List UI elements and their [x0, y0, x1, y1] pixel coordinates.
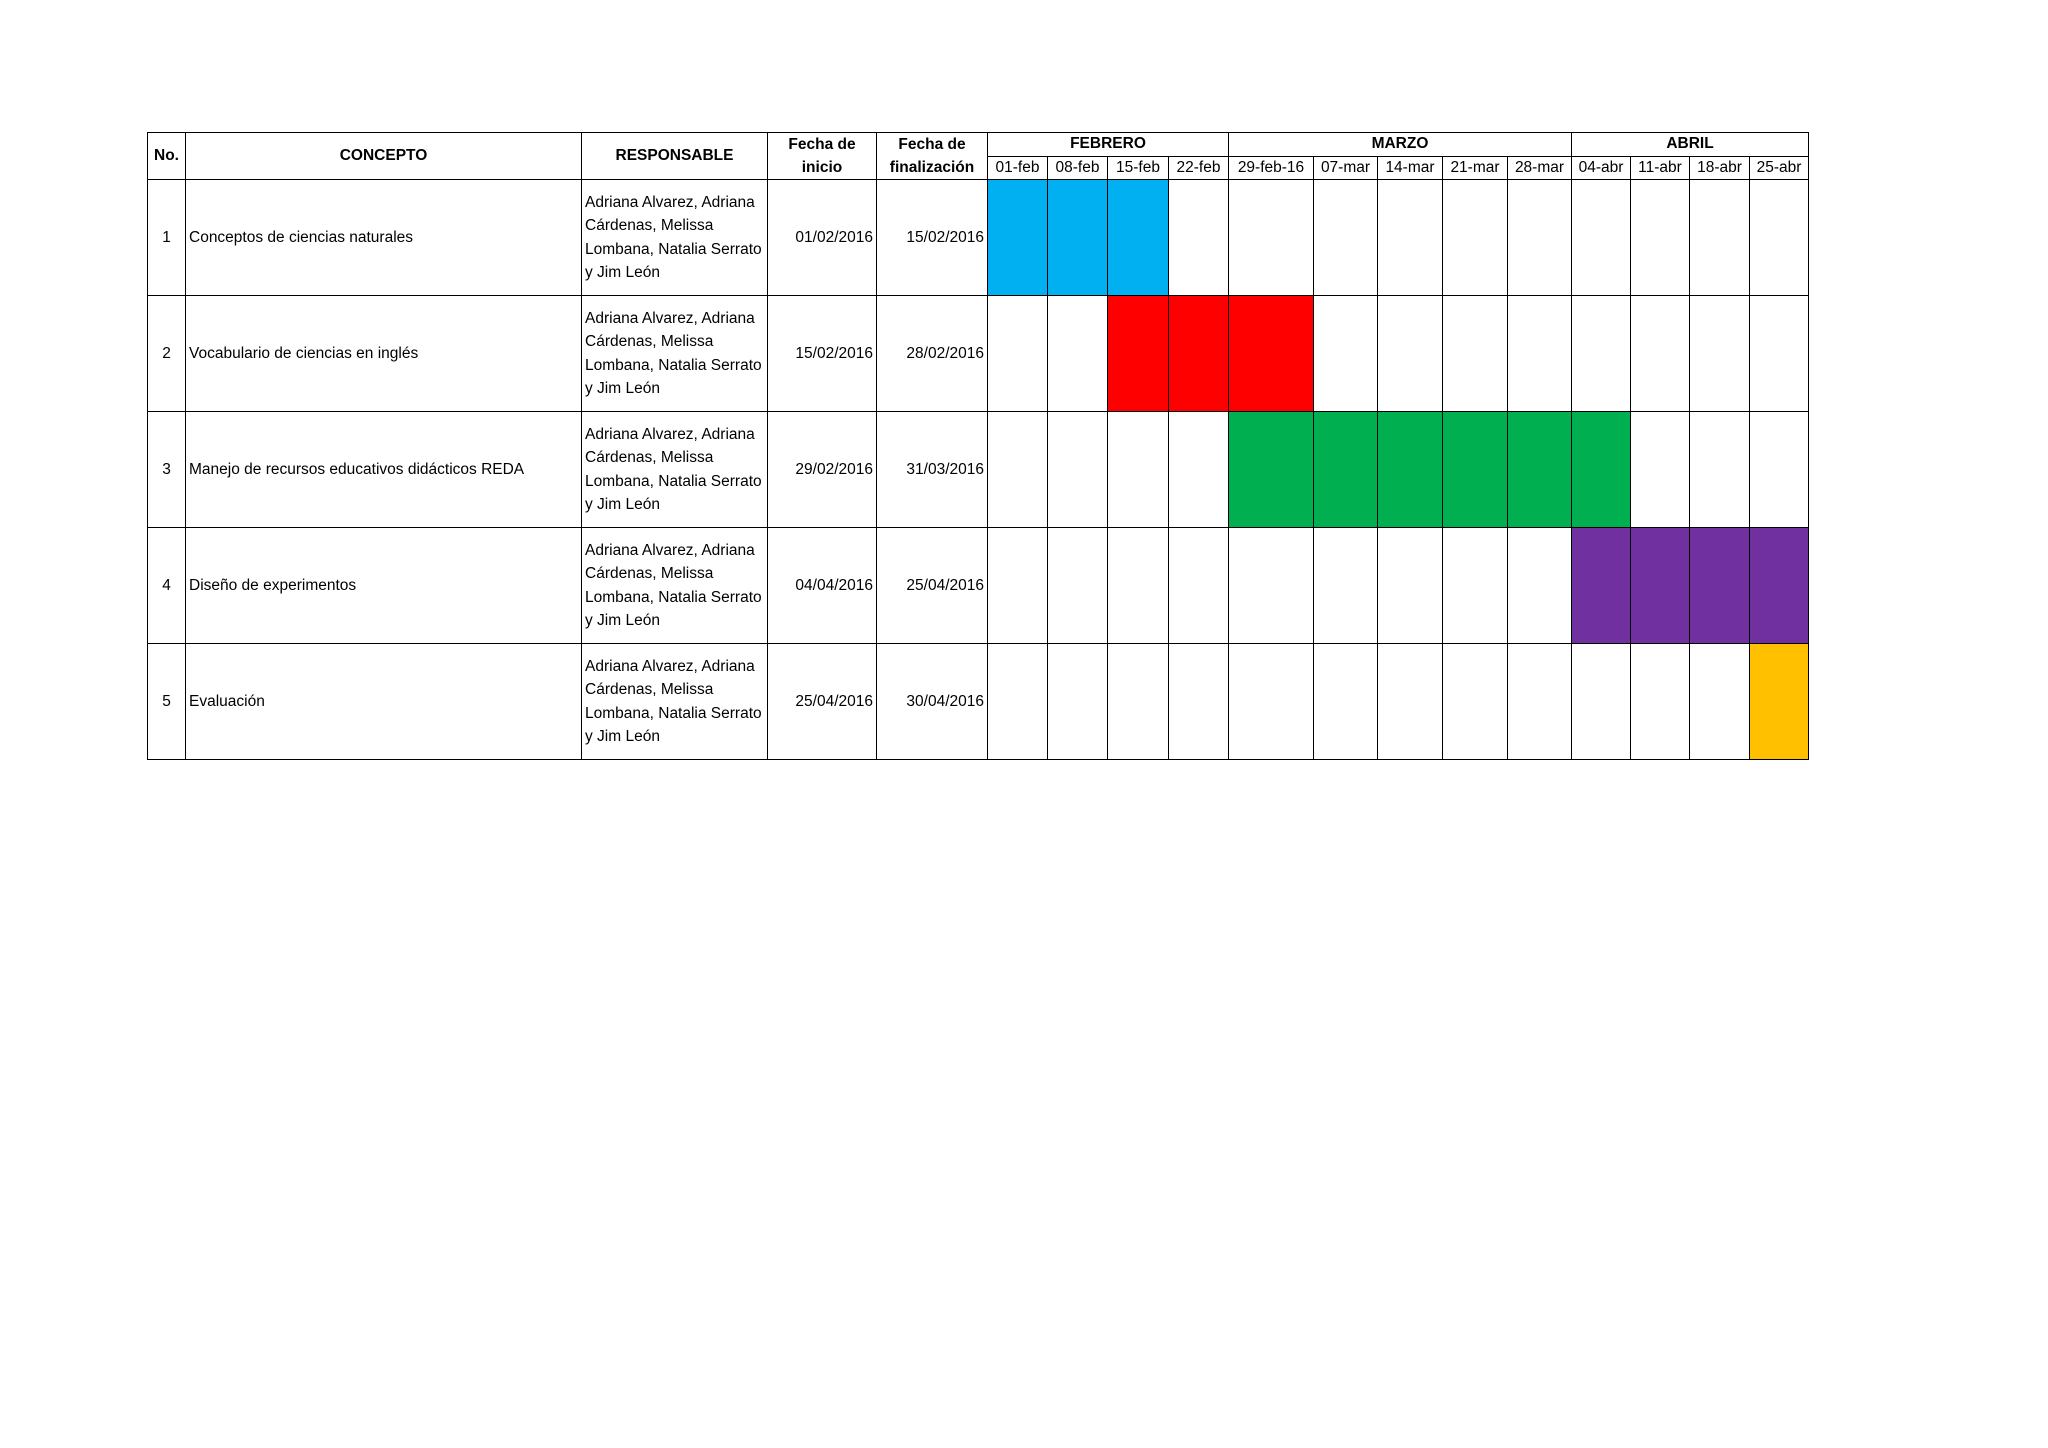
- row-fecha-fin: 15/02/2016: [877, 180, 988, 296]
- gantt-empty-cell: [988, 412, 1048, 528]
- header-responsable: RESPONSABLE: [582, 133, 768, 180]
- header-month-abril: ABRIL: [1572, 133, 1809, 157]
- table-row: [148, 180, 1809, 296]
- week-header: 08-feb: [1048, 156, 1108, 180]
- row-responsable: Adriana Alvarez, Adriana Cárdenas, Melissa Lombana, Natalia Serrato y Jim León: [582, 412, 768, 528]
- gantt-bar-cell: [1508, 412, 1572, 528]
- gantt-empty-cell: [1631, 644, 1690, 760]
- row-responsable: Adriana Alvarez, Adriana Cárdenas, Melissa Lombana, Natalia Serrato y Jim León: [582, 528, 768, 644]
- row-concepto: Evaluación: [186, 644, 582, 760]
- gantt-empty-cell: [1108, 412, 1169, 528]
- week-header: 15-feb: [1108, 156, 1169, 180]
- header-fecha-fin: Fecha de finalización: [877, 133, 988, 180]
- table-row: [148, 412, 1809, 528]
- week-header: 18-abr: [1690, 156, 1750, 180]
- gantt-empty-cell: [988, 528, 1048, 644]
- gantt-empty-cell: [1631, 296, 1690, 412]
- row-concepto: Diseño de experimentos: [186, 528, 582, 644]
- week-header: 25-abr: [1750, 156, 1809, 180]
- gantt-empty-cell: [1631, 180, 1690, 296]
- row-responsable: Adriana Alvarez, Adriana Cárdenas, Melissa Lombana, Natalia Serrato y Jim León: [582, 296, 768, 412]
- gantt-bar-cell: [1690, 528, 1750, 644]
- row-fecha-fin: 28/02/2016: [877, 296, 988, 412]
- gantt-bar-cell: [1572, 412, 1631, 528]
- gantt-empty-cell: [1378, 528, 1443, 644]
- table-header: [148, 133, 1809, 180]
- gantt-empty-cell: [1314, 644, 1378, 760]
- row-fecha-inicio: 01/02/2016: [768, 180, 877, 296]
- week-header: 22-feb: [1169, 156, 1229, 180]
- gantt-empty-cell: [1108, 528, 1169, 644]
- gantt-empty-cell: [1378, 180, 1443, 296]
- gantt-empty-cell: [1508, 296, 1572, 412]
- gantt-empty-cell: [1572, 644, 1631, 760]
- gantt-empty-cell: [1508, 180, 1572, 296]
- gantt-bar-cell: [1572, 528, 1631, 644]
- row-responsable: Adriana Alvarez, Adriana Cárdenas, Melissa Lombana, Natalia Serrato y Jim León: [582, 180, 768, 296]
- header-fecha-inicio: Fecha de inicio: [768, 133, 877, 180]
- gantt-bar-cell: [1108, 296, 1169, 412]
- row-fecha-inicio: 29/02/2016: [768, 412, 877, 528]
- week-header: 28-mar: [1508, 156, 1572, 180]
- header-concepto: CONCEPTO: [186, 133, 582, 180]
- week-header: 01-feb: [988, 156, 1048, 180]
- gantt-empty-cell: [1690, 644, 1750, 760]
- gantt-empty-cell: [1378, 644, 1443, 760]
- gantt-bar-cell: [1229, 296, 1314, 412]
- week-header: 21-mar: [1443, 156, 1508, 180]
- gantt-empty-cell: [1169, 644, 1229, 760]
- gantt-bar-cell: [1048, 180, 1108, 296]
- gantt-empty-cell: [1314, 528, 1378, 644]
- gantt-empty-cell: [1108, 644, 1169, 760]
- week-header: 11-abr: [1631, 156, 1690, 180]
- gantt-empty-cell: [1508, 528, 1572, 644]
- gantt-bar-cell: [1378, 412, 1443, 528]
- row-concepto: Manejo de recursos educativos didácticos REDA: [186, 412, 582, 528]
- gantt-empty-cell: [1048, 644, 1108, 760]
- gantt-empty-cell: [1750, 296, 1809, 412]
- gantt-empty-cell: [1048, 528, 1108, 644]
- gantt-empty-cell: [1443, 528, 1508, 644]
- table-row: [148, 644, 1809, 760]
- gantt-empty-cell: [1508, 644, 1572, 760]
- gantt-empty-cell: [1690, 412, 1750, 528]
- gantt-bar-cell: [1750, 528, 1809, 644]
- gantt-empty-cell: [1048, 296, 1108, 412]
- gantt-bar-cell: [1631, 528, 1690, 644]
- gantt-empty-cell: [988, 644, 1048, 760]
- gantt-empty-cell: [1690, 296, 1750, 412]
- gantt-empty-cell: [1169, 412, 1229, 528]
- header-month-febrero: FEBRERO: [988, 133, 1229, 157]
- gantt-empty-cell: [1750, 412, 1809, 528]
- row-number: 3: [148, 412, 186, 528]
- gantt-bar-cell: [1314, 412, 1378, 528]
- gantt-empty-cell: [1048, 412, 1108, 528]
- gantt-empty-cell: [1169, 528, 1229, 644]
- row-fecha-fin: 31/03/2016: [877, 412, 988, 528]
- row-number: 4: [148, 528, 186, 644]
- table-row: [148, 528, 1809, 644]
- row-fecha-fin: 25/04/2016: [877, 528, 988, 644]
- schedule-table: [147, 132, 1809, 760]
- gantt-empty-cell: [1631, 412, 1690, 528]
- week-header: 04-abr: [1572, 156, 1631, 180]
- row-responsable: Adriana Alvarez, Adriana Cárdenas, Melissa Lombana, Natalia Serrato y Jim León: [582, 644, 768, 760]
- gantt-empty-cell: [988, 296, 1048, 412]
- header-row-months: [148, 133, 1809, 157]
- row-number: 5: [148, 644, 186, 760]
- gantt-empty-cell: [1229, 644, 1314, 760]
- gantt-empty-cell: [1314, 296, 1378, 412]
- gantt-bar-cell: [1750, 644, 1809, 760]
- row-concepto: Vocabulario de ciencias en inglés: [186, 296, 582, 412]
- gantt-bar-cell: [1108, 180, 1169, 296]
- gantt-empty-cell: [1443, 296, 1508, 412]
- gantt-empty-cell: [1572, 180, 1631, 296]
- header-month-marzo: MARZO: [1229, 133, 1572, 157]
- gantt-empty-cell: [1378, 296, 1443, 412]
- row-fecha-inicio: 25/04/2016: [768, 644, 877, 760]
- gantt-empty-cell: [1443, 644, 1508, 760]
- gantt-empty-cell: [1750, 180, 1809, 296]
- row-concepto: Conceptos de ciencias naturales: [186, 180, 582, 296]
- gantt-bar-cell: [988, 180, 1048, 296]
- week-header: 29-feb-16: [1229, 156, 1314, 180]
- row-number: 1: [148, 180, 186, 296]
- header-no: No.: [148, 133, 186, 180]
- gantt-empty-cell: [1314, 180, 1378, 296]
- week-header: 07-mar: [1314, 156, 1378, 180]
- gantt-empty-cell: [1572, 296, 1631, 412]
- row-fecha-inicio: 04/04/2016: [768, 528, 877, 644]
- gantt-empty-cell: [1229, 180, 1314, 296]
- gantt-bar-cell: [1229, 412, 1314, 528]
- gantt-empty-cell: [1690, 180, 1750, 296]
- gantt-bar-cell: [1443, 412, 1508, 528]
- week-header: 14-mar: [1378, 156, 1443, 180]
- row-fecha-fin: 30/04/2016: [877, 644, 988, 760]
- row-number: 2: [148, 296, 186, 412]
- row-fecha-inicio: 15/02/2016: [768, 296, 877, 412]
- gantt-empty-cell: [1443, 180, 1508, 296]
- table-body: [148, 180, 1809, 760]
- gantt-empty-cell: [1169, 180, 1229, 296]
- table-row: [148, 296, 1809, 412]
- gantt-bar-cell: [1169, 296, 1229, 412]
- gantt-empty-cell: [1229, 528, 1314, 644]
